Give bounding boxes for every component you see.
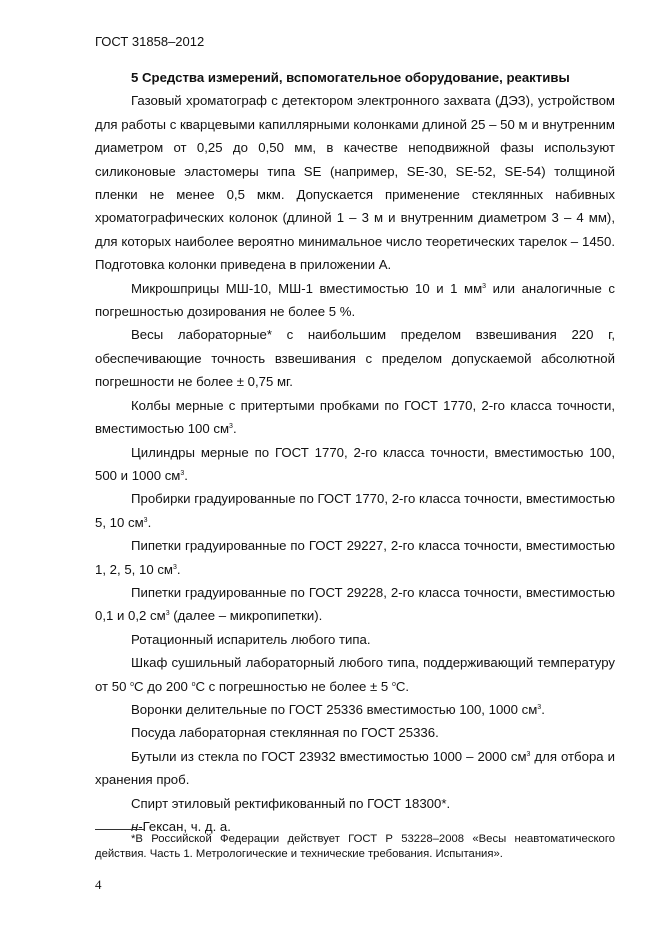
text: -Гексан, ч. д. а. — [138, 819, 231, 834]
section-heading: 5 Средства измерений, вспомогательное оборудование, реактивы — [131, 70, 570, 85]
text: С с погрешностью не более ± 5 — [195, 678, 392, 694]
text: Воронки делительные по ГОСТ 25336 вместимостью 100, 1000 см — [131, 701, 538, 717]
paragraph-ethanol: Спирт этиловый ректификованный по ГОСТ 18300*. — [131, 795, 451, 811]
paragraph-cylinders — [95, 441, 615, 488]
document-header: ГОСТ 31858–2012 — [95, 34, 205, 49]
paragraph-test-tubes — [95, 487, 615, 534]
paragraph-pipettes-29227 — [95, 534, 615, 581]
text: (далее – микропипетки). — [169, 608, 323, 624]
paragraph-bottles — [95, 745, 615, 792]
text: Цилиндры мерные по ГОСТ 1770, 2-го класса точности, вместимостью 100, 500 и 1000 см — [95, 444, 615, 483]
superscript: 3 — [229, 423, 233, 431]
text: Пипетки градуированные по ГОСТ 29228, 2-го класса точности, вместимостью 0,1 и 0,2 см — [95, 584, 615, 624]
page-number: 4 — [95, 877, 102, 892]
paragraph-glassware: Посуда лабораторная стеклянная по ГОСТ 25336. — [131, 725, 439, 741]
paragraph-microsyringes — [95, 277, 615, 324]
superscript: 3 — [165, 610, 170, 618]
text: . — [147, 514, 152, 530]
text: . — [232, 421, 237, 437]
text: . — [176, 561, 181, 577]
text: . — [184, 467, 188, 483]
text: Шкаф сушильный лабораторный любого типа, поддерживающий температуру от 50 — [95, 655, 615, 694]
text: Пипетки градуированные по ГОСТ 29227, 2-го класса точности, вместимостью 1, 2, 5, 10 см — [95, 538, 615, 577]
paragraph-pipettes-29228 — [95, 581, 615, 628]
superscript: 3 — [143, 516, 148, 524]
superscript: 3 — [526, 750, 531, 758]
footnote: *В Российской Федерации действует ГОСТ Р 53228–2008 «Весы неавтоматического действия. Часть 1. Метрологические и технические требования. Испытания». — [95, 833, 615, 860]
degree-sign: о — [191, 680, 196, 688]
superscript: 3 — [180, 469, 185, 477]
text: Пробирки градуированные по ГОСТ 1770, 2-го класса точности, вместимостью 5, 10 см — [95, 491, 615, 530]
text: Микрошприцы МШ-10, МШ-1 вместимостью 10 и 1 мм — [131, 280, 483, 296]
text: для отбора и хранения проб. — [95, 748, 615, 788]
text: Бутыли из стекла по ГОСТ 23932 вместимостью 1000 – 2000 см — [131, 748, 527, 764]
document-body — [95, 66, 615, 838]
superscript: 3 — [482, 282, 487, 290]
paragraph-flasks — [95, 394, 615, 441]
superscript: 3 — [537, 703, 542, 711]
superscript: 3 — [172, 563, 177, 571]
paragraph-scales: Весы лабораторные* с наибольшим пределом взвешивания 220 г, обеспечивающие точность взвешивания с пределом допускаемой абсолютной погрешности не более ± 0,75 мг. — [95, 327, 615, 390]
degree-sign: о — [130, 680, 134, 688]
text: С. — [395, 678, 410, 694]
text: или аналогичные с погрешностью дозирования не более 5 %. — [95, 280, 615, 320]
text: С до 200 — [134, 678, 192, 694]
paragraph-drying-cabinet — [95, 651, 615, 698]
paragraph-funnels — [95, 698, 615, 721]
paragraph-chromatograph: Газовый хроматограф с детектором электронного захвата (ДЭЗ), устройством для работы с кварцевыми капиллярными колонками длиной 25 – 50 м и внутренним диаметром от 0,25 до 0,50 мм, в качестве неподвижной фазы используют силиконовые эластомеры типа SE (например, SE-30, SE-52, SE-54) толщиной пленки не менее 0,5 мкм. Допускается применение стеклянных набивных хроматографических колонок (длиной 1 – 3 м и внутренним диаметром 3 – 4 мм), для которых наиболее вероятно минимальное число теоретических тарелок – 1450. Подготовка колонки приведена в приложении А. — [95, 93, 615, 273]
italic-prefix: н — [131, 819, 139, 834]
paragraph-evaporator: Ротационный испаритель любого типа. — [131, 631, 371, 647]
footnote-divider — [95, 829, 145, 830]
text: . — [541, 701, 545, 717]
degree-sign: о — [391, 680, 396, 688]
text: Колбы мерные с притертыми пробками по ГОСТ 1770, 2-го класса точности, вместимостью 100 см — [95, 397, 615, 437]
